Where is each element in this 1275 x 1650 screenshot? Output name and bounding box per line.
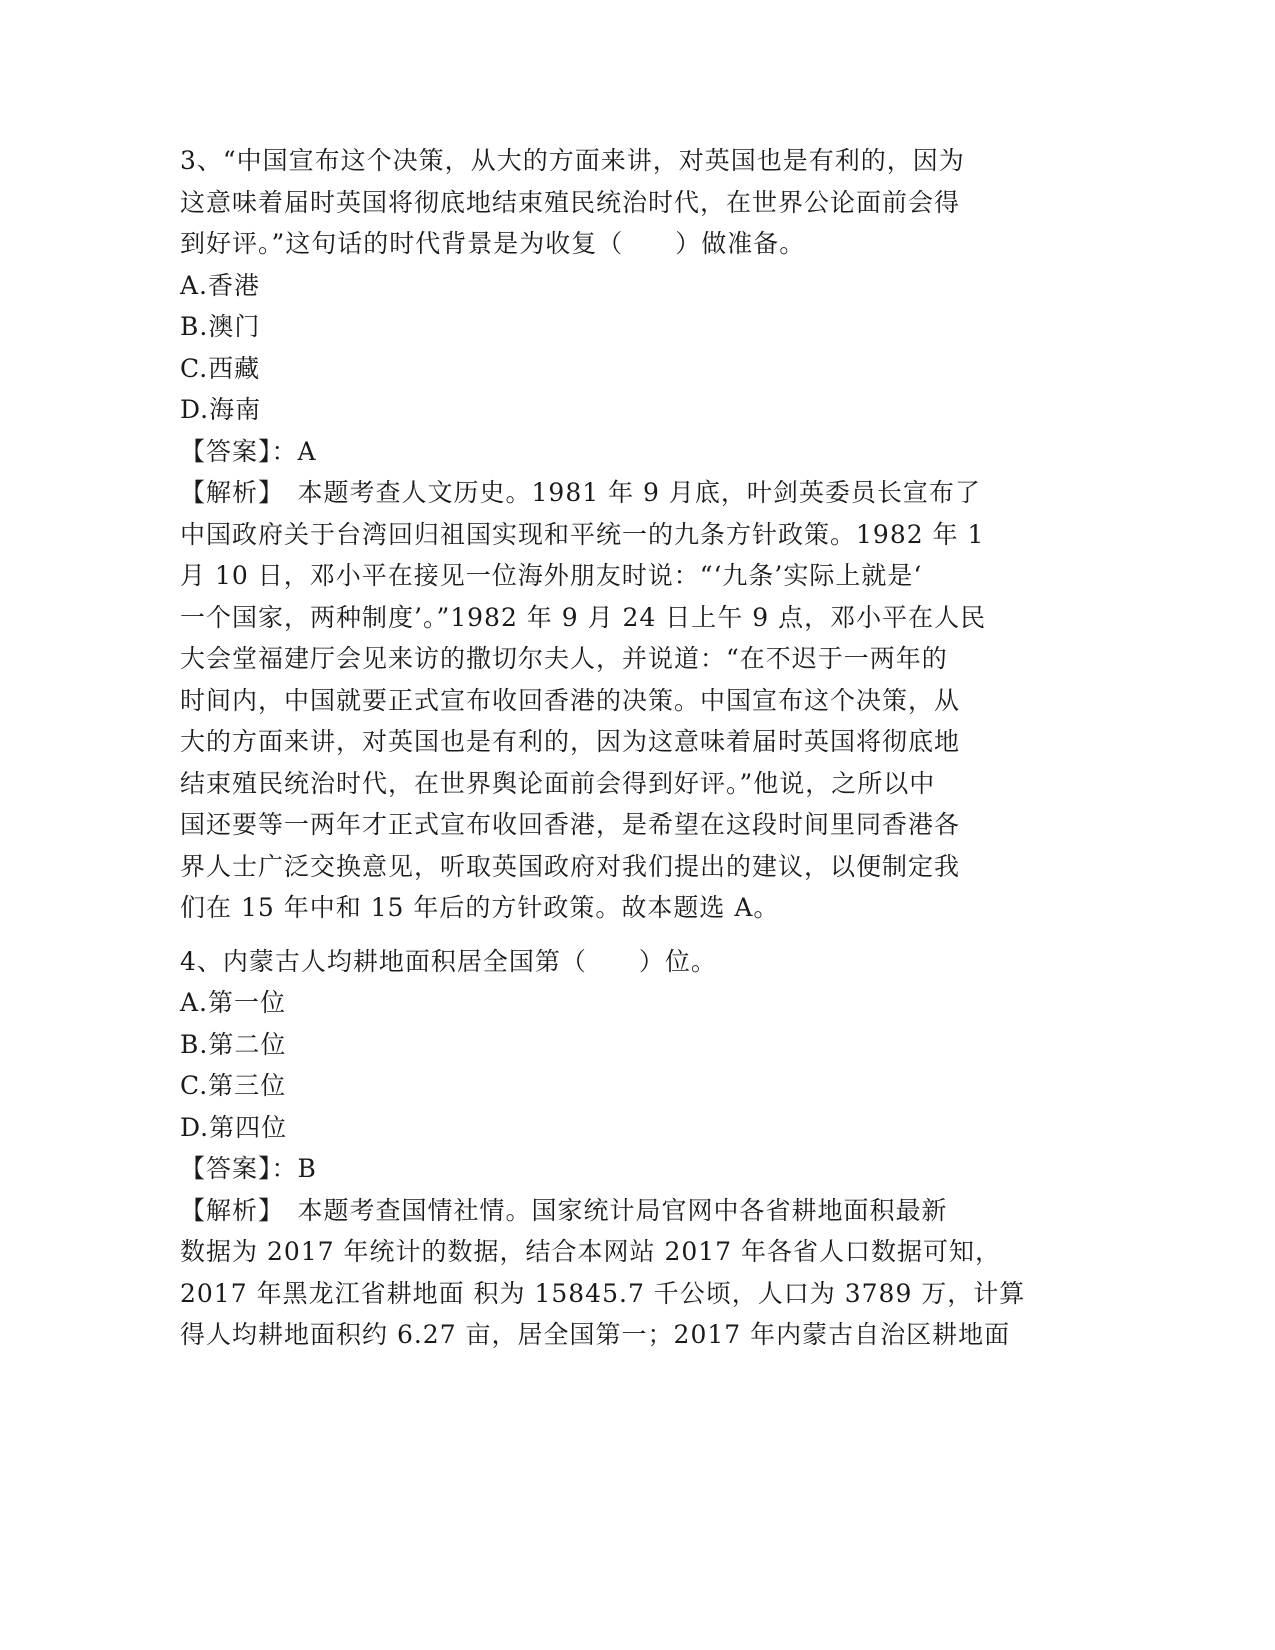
analysis-line: 结束殖民统治时代，在世界舆论面前会得到好评。”他说，之所以中 <box>180 768 936 798</box>
analysis-line: 得人均耕地面积约 6.27 亩，居全国第一；2017 年内蒙古自治区耕地面 <box>180 1320 1011 1349</box>
analysis-line: 大会堂福建厅会见来访的撒切尔夫人，并说道：“在不迟于一两年的 <box>180 644 948 673</box>
option-b: B.第二位 <box>180 1029 287 1059</box>
option-b: B.澳门 <box>180 312 261 341</box>
analysis-line: 月 10 日，邓小平在接见一位海外朋友时说：“‘九条’实际上就是‘ <box>180 561 923 590</box>
question-4-line: 4、内蒙古人均耕地面积居全国第（ ）位。 <box>180 946 717 976</box>
analysis-line: 国还要等一两年才正式宣布收回香港，是希望在这段时间里同香港各 <box>180 810 961 839</box>
option-d: D.海南 <box>180 395 262 424</box>
analysis-line: 界人士广泛交换意见，听取英国政府对我们提出的建议，以便制定我 <box>180 851 961 881</box>
analysis-line: 们在 15 年中和 15 年后的方针政策。故本题选 A。 <box>180 893 780 922</box>
analysis-line: 时间内，中国就要正式宣布收回香港的决策。中国宣布这个决策，从 <box>180 685 961 715</box>
analysis-line: 数据为 2017 年统计的数据，结合本网站 2017 年各省人口数据可知， <box>180 1237 1002 1266</box>
question-3 <box>180 140 1050 929</box>
analysis-line: 中国政府关于台湾回归祖国实现和平统一的九条方针政策。1982 年 1 <box>180 519 985 549</box>
option-a: A.第一位 <box>180 988 287 1017</box>
answer: 【答案】：B <box>180 1154 317 1183</box>
document-page <box>180 140 1050 1356</box>
option-c: C.第三位 <box>180 1071 287 1100</box>
analysis-line: 【解析】 本题考查人文历史。1981 年 9 月底，叶剑英委员长宣布了 <box>180 478 981 507</box>
analysis-line: 【解析】 本题考查国情社情。国家统计局官网中各省耕地面积最新 <box>180 1195 948 1225</box>
analysis-line: 大的方面来讲，对英国也是有利的，因为这意味着届时英国将彻底地 <box>180 727 961 756</box>
question-3-line: 3、“中国宣布这个决策，从大的方面来讲，对英国也是有利的，因为 <box>180 146 965 175</box>
option-a: A.香港 <box>180 270 261 300</box>
analysis-line: 2017 年黑龙江省耕地面 积为 15845.7 千公顷，人口为 3789 万，计算 <box>180 1278 1026 1308</box>
answer: 【答案】：A <box>180 436 317 466</box>
question-4 <box>180 941 1050 1356</box>
question-3-line: 到好评。”这句话的时代背景是为收复（ ）做准备。 <box>180 229 806 258</box>
section-gap <box>180 929 1050 941</box>
option-d: D.第四位 <box>180 1112 288 1142</box>
analysis-line: 一个国家，两种制度’。”1982 年 9 月 24 日上午 9 点，邓小平在人民 <box>180 602 987 632</box>
question-3-line: 这意味着届时英国将彻底地结束殖民统治时代，在世界公论面前会得 <box>180 187 961 217</box>
option-c: C.西藏 <box>180 353 261 383</box>
